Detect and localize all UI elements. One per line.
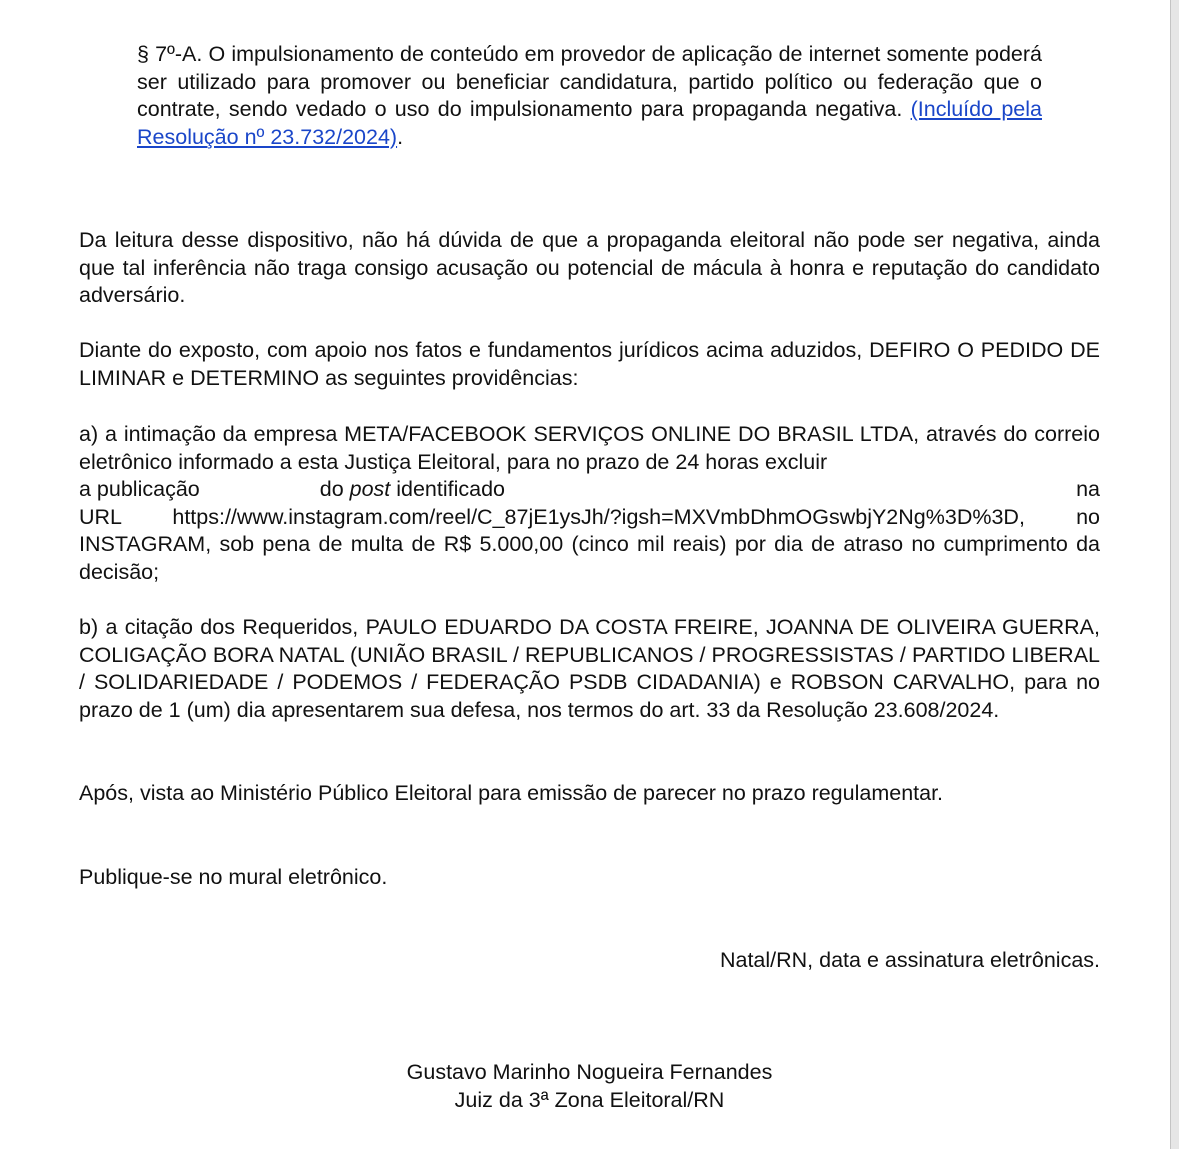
item-b: b) a citação dos Requeridos, PAULO EDUARDO DA COSTA FREIRE, JOANNA DE OLIVEIRA GUERRA, COLIGAÇÃO BORA NATAL (UNIÃO BRASIL / REPUBLICANOS / PROGRESSISTAS / PARTIDO LIBERAL / SOLIDARIEDADE / PODEMOS / FEDERAÇÃO PSDB CIDADANIA) e ROBSON CARVALHO, para no prazo de 1 (um) dia apresentarem sua defesa, nos termos do art. 33 da Resolução 23.608/2024.: [79, 615, 1100, 722]
item-a: [79, 421, 1100, 586]
item-a-mid: [320, 476, 505, 504]
item-a-part2: URL https://www.instagram.com/reel/C_87jE1ysJh/?igsh=MXVmbDhmOGswbjY2Ng%3D%3D, no INSTAGRAM, sob pena de multa de R$ 5.000,00 (cinco mil reais) por dia de atraso no cumprimento da decisão;: [79, 504, 1100, 584]
place-date: Natal/RN, data e assinatura eletrônicas.: [719, 948, 1100, 972]
item-a-mid-pre: do: [319, 477, 350, 501]
paragraph-reading: Da leitura desse dispositivo, não há dúvida de que a propaganda eleitoral não pode ser negativa, ainda que tal inferência não traga consigo acusação ou potencial de mácula à honra e reputação do candidato adversário.: [79, 228, 1100, 307]
legal-quote: [137, 41, 1042, 151]
paragraph-publish: Publique-se no mural eletrônico.: [79, 865, 388, 889]
resolution-link[interactable]: (Incluído pela Resolução nº 23.732/2024): [137, 97, 1042, 149]
item-a-right: na: [1076, 477, 1100, 501]
signature-block: [79, 1059, 1100, 1114]
item-a-left: a publicação: [79, 477, 200, 501]
item-a-split-line: [79, 476, 1100, 504]
item-a-mid-post: identificado: [390, 477, 506, 501]
signature-name: Gustavo Marinho Nogueira Fernandes: [406, 1060, 773, 1084]
signature-title: Juiz da 3ª Zona Eleitoral/RN: [454, 1087, 725, 1112]
paragraph-after: Após, vista ao Ministério Público Eleitoral para emissão de parecer no prazo regulamentar.: [79, 781, 944, 805]
quote-text: § 7º-A. O impulsionamento de conteúdo em provedor de aplicação de internet somente poderá ser utilizado para promover ou beneficiar candidatura, partido político ou federação que o contrate, sendo vedado o uso do impulsionamento para propaganda negativa.: [137, 42, 1042, 121]
item-a-post-word: post: [349, 477, 391, 501]
quote-end: .: [397, 124, 404, 149]
paragraph-decision: Diante do exposto, com apoio nos fatos e fundamentos jurídicos acima aduzidos, DEFIRO O PEDIDO DE LIMINAR e DETERMINO as seguintes providências:: [79, 338, 1100, 390]
viewer-background-edge: [1171, 0, 1179, 1149]
item-a-part1: a) a intimação da empresa META/FACEBOOK SERVIÇOS ONLINE DO BRASIL LTDA, através do correio eletrônico informado a esta Justiça Eleitoral, para no prazo de 24 horas excluir: [79, 422, 1100, 474]
